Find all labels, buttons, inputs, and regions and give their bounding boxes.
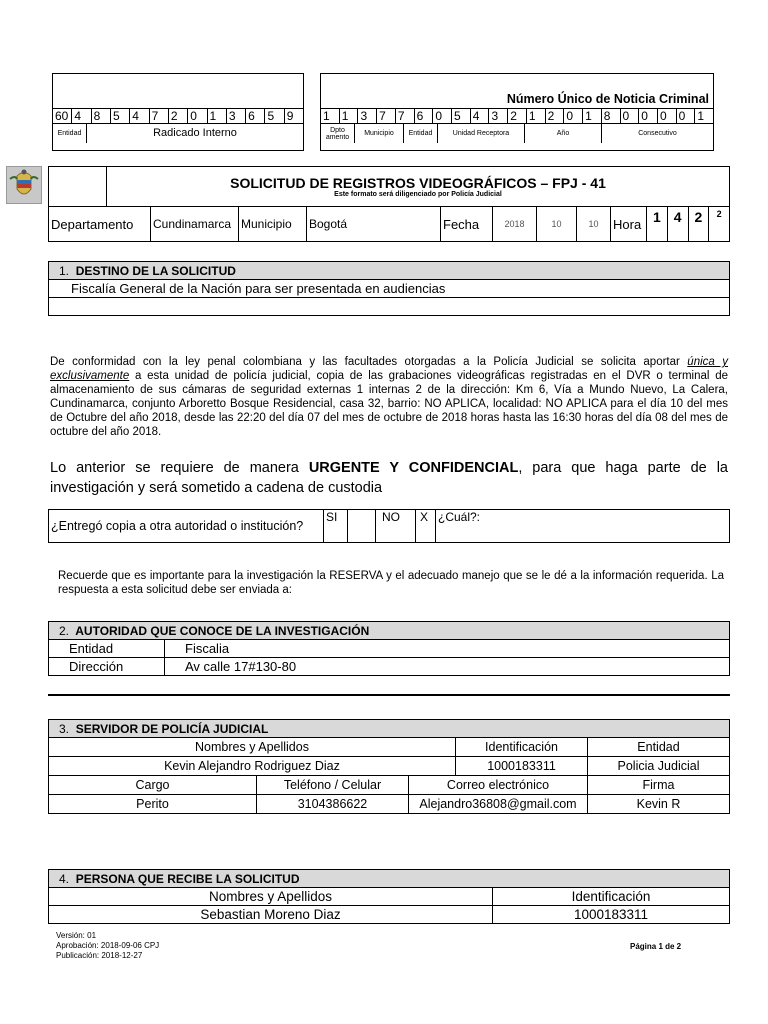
paragraph-text-2: a esta unidad de policía judicial, copia de las grabaciones videográficas registradas en el DVR o terminal de almacenamiento de sus cámaras de seguridad externas 1 internas 2 de la dirección: Km 6, Vía a Mundo Nuevo, La Calera, Cundinamarca, conjunto Arboretto Bosque Residencial, casa 32, barrio: NO APLICA, localidad: NO APLICA para el día 10 del mes de Octubre del año 2018, desde las 22:20 del día 07 del mes de octubre de 2018 horas hasta las 16:30 horas del día 08 del mes de octubre del año 2018. (50, 370, 728, 438)
digit-cell[interactable]: 7 (396, 109, 415, 123)
nunc-digits (321, 108, 713, 124)
digit-cell[interactable]: 4 (471, 109, 490, 123)
section4-number: 4. (59, 871, 70, 886)
header-cargo: Cargo (49, 776, 257, 795)
header-entidad: Entidad (588, 738, 730, 757)
label-anio: Año (525, 124, 602, 143)
hora-digit: 4 (668, 207, 689, 241)
entrego-table (48, 509, 730, 543)
direccion-label: Dirección (49, 658, 165, 676)
servidor-nombre[interactable]: Kevin Alejandro Rodriguez Diaz (49, 757, 456, 776)
digit-cell[interactable]: 0 (564, 109, 583, 123)
digit-cell[interactable]: 7 (150, 109, 169, 123)
digit-cell[interactable]: 8 (602, 109, 621, 123)
digit-cell[interactable]: 2 (546, 109, 565, 123)
destino-empty-row[interactable] (49, 298, 730, 316)
form-subtitle: Este formato será diligenciado por Policía Judicial (334, 191, 502, 198)
label-entidad: Entidad (53, 124, 87, 143)
label-radicado-interno: Radicado Interno (153, 127, 237, 139)
digit-cell[interactable]: 9 (286, 109, 294, 123)
section1-number: 1. (59, 263, 70, 278)
digit-cell[interactable]: 60 (53, 109, 72, 123)
destino-value[interactable]: Fiscalía General de la Nación para ser presentada en audiencias (49, 280, 730, 298)
footer-aprobacion: Aprobación: 2018-09-06 CPJ (56, 941, 160, 950)
section4-title: PERSONA QUE RECIBE LA SOLICITUD (75, 871, 300, 886)
no-checkbox[interactable]: X (416, 510, 436, 543)
digit-cell[interactable]: 1 (527, 109, 546, 123)
servidor-correo[interactable]: Alejandro36808@gmail.com (409, 795, 588, 814)
label-dpto: Dpto amento (321, 124, 355, 143)
entidad-value[interactable]: Fiscalia (165, 640, 730, 658)
digit-cell[interactable]: 8 (92, 109, 111, 123)
digit-cell[interactable]: 1 (697, 109, 705, 123)
section-autoridad (48, 621, 730, 676)
entidad-label: Entidad (49, 640, 165, 658)
departamento-label: Departamento (49, 207, 151, 242)
footer-pagina: Página 1 de 2 (630, 942, 682, 951)
footer-publicacion: Publicación: 2018-12-27 (56, 951, 143, 960)
servidor-entidad[interactable]: Policia Judicial (588, 757, 730, 776)
digit-cell[interactable]: 0 (433, 109, 452, 123)
digit-cell[interactable]: 2 (169, 109, 188, 123)
digit-cell[interactable]: 0 (658, 109, 677, 123)
urgent-text-2: , para que haga parte de la investigación y será sometido a cadena de custodia (50, 460, 728, 496)
digit-cell[interactable]: 6 (415, 109, 434, 123)
digit-cell[interactable]: 6 (246, 109, 265, 123)
digit-cell[interactable]: 1 (208, 109, 227, 123)
fecha-year[interactable]: 2018 (493, 207, 537, 242)
hora-digit: 2 (689, 207, 710, 241)
header-correo: Correo electrónico (409, 776, 588, 795)
header-identificacion: Identificación (456, 738, 588, 757)
departamento-value[interactable]: Cundinamarca (151, 207, 239, 242)
section-servidor (48, 719, 730, 814)
footer-version: Versión: 01 (56, 931, 97, 940)
header-receptor-nombres: Nombres y Apellidos (49, 888, 493, 906)
paragraph-emphasis: única y exclusivamente (50, 356, 728, 382)
digit-cell[interactable]: 7 (377, 109, 396, 123)
section3-title: SERVIDOR DE POLICÍA JUDICIAL (75, 721, 269, 736)
digit-cell[interactable]: 3 (489, 109, 508, 123)
municipio-value[interactable]: Bogotá (307, 207, 441, 242)
receptor-id[interactable]: 1000183311 (493, 906, 730, 924)
digit-cell[interactable]: 5 (111, 109, 130, 123)
location-row-table (48, 206, 730, 242)
municipio-label: Municipio (239, 207, 307, 242)
hora-digits[interactable] (647, 207, 730, 242)
label-unidad-receptora: Unidad Receptora (438, 124, 525, 143)
label-consecutivo: Consecutivo (638, 130, 677, 137)
hora-digit: 1 (647, 207, 668, 241)
header-nombres: Nombres y Apellidos (49, 738, 456, 757)
no-label: NO (376, 510, 416, 543)
label-entidad-nunc: Entidad (404, 124, 438, 143)
digit-cell[interactable]: 4 (130, 109, 149, 123)
direccion-value[interactable]: Av calle 17#130-80 (165, 658, 730, 676)
urgent-bold: URGENTE Y CONFIDENCIAL (308, 460, 519, 476)
nunc-box (320, 73, 714, 151)
fecha-month[interactable]: 10 (537, 207, 577, 242)
digit-cell[interactable]: 0 (639, 109, 658, 123)
urgent-paragraph (50, 458, 728, 498)
section1-title: DESTINO DE LA SOLICITUD (75, 263, 236, 278)
digit-cell[interactable]: 4 (72, 109, 91, 123)
digit-cell[interactable]: 0 (621, 109, 640, 123)
digit-cell[interactable]: 3 (227, 109, 246, 123)
digit-cell[interactable]: 0 (677, 109, 696, 123)
header-firma: Firma (588, 776, 730, 795)
servidor-id[interactable]: 1000183311 (456, 757, 588, 776)
digit-cell[interactable]: 5 (452, 109, 471, 123)
si-label: SI (324, 510, 348, 543)
form-title: SOLICITUD DE REGISTROS VIDEOGRÁFICOS – FPJ - 41 (230, 175, 606, 191)
servidor-firma[interactable]: Kevin R (588, 795, 730, 814)
servidor-cargo[interactable]: Perito (49, 795, 257, 814)
section-destino (48, 261, 730, 316)
section2-title: AUTORIDAD QUE CONOCE DE LA INVESTIGACIÓN (75, 623, 370, 638)
fecha-day[interactable]: 10 (577, 207, 611, 242)
form-header-table (48, 166, 730, 207)
divider-line (48, 694, 730, 696)
fecha-label: Fecha (441, 207, 493, 242)
digit-cell[interactable]: 3 (358, 109, 377, 123)
section2-number: 2. (59, 623, 70, 638)
footer-meta (56, 931, 159, 961)
label-municipio: Municipio (355, 124, 404, 143)
digit-cell[interactable]: 2 (508, 109, 527, 123)
cual-field[interactable]: ¿Cuál?: (436, 510, 730, 543)
radicado-digits (53, 108, 303, 124)
entrego-question: ¿Entregó copia a otra autoridad o institución? (49, 510, 324, 543)
nunc-title: Número Único de Noticia Criminal (506, 92, 709, 106)
section3-number: 3. (59, 721, 70, 736)
hora-label: Hora (611, 207, 647, 242)
servidor-telefono[interactable]: 3104386622 (257, 795, 409, 814)
header-telefono: Teléfono / Celular (257, 776, 409, 795)
digit-cell[interactable]: 0 (188, 109, 207, 123)
section-receptor (48, 869, 730, 924)
request-paragraph (50, 355, 728, 439)
digit-cell[interactable]: 1 (340, 109, 359, 123)
radicado-interno-box (52, 73, 304, 151)
header-receptor-id: Identificación (493, 888, 730, 906)
coat-of-arms-logo (6, 166, 42, 204)
si-checkbox[interactable] (348, 510, 376, 543)
hora-digit: 2 (716, 209, 722, 219)
digit-cell[interactable]: 1 (583, 109, 602, 123)
receptor-nombre[interactable]: Sebastian Moreno Diaz (49, 906, 493, 924)
urgent-text-1: Lo anterior se requiere de manera (50, 460, 309, 476)
recuerde-text: Recuerde que es importante para la investigación la RESERVA y el adecuado manejo que se le dé a la información requerida. La respuesta a esta solicitud debe ser enviada a: (58, 570, 724, 596)
digit-cell[interactable]: 5 (265, 109, 284, 123)
digit-cell[interactable]: 1 (321, 109, 340, 123)
paragraph-text-1: De conformidad con la ley penal colombiana y las facultades otorgadas a la Policía Judicial se solicita aportar (50, 356, 688, 368)
